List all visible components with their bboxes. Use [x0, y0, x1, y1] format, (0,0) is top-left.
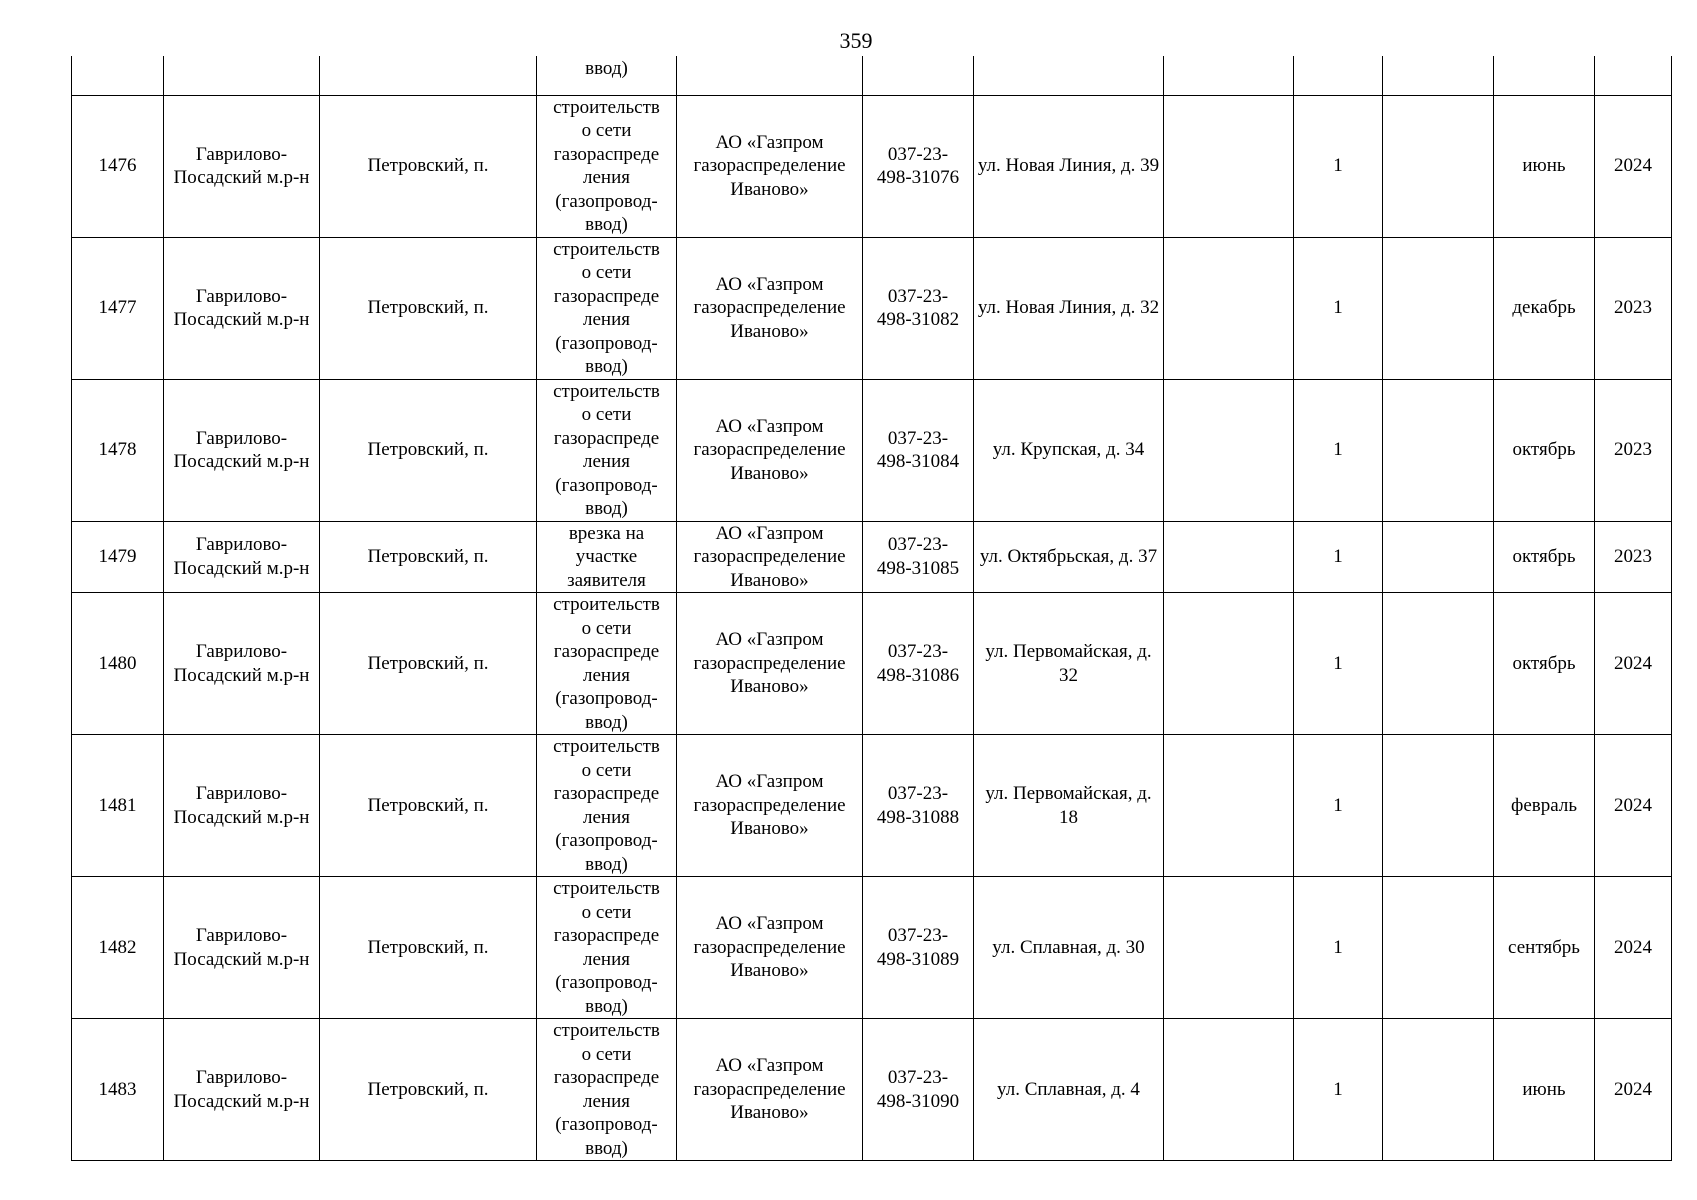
cell-work-type-text: строительств о сети газораспреде ления (газопровод- ввод): [553, 380, 660, 519]
cell-district: [164, 877, 320, 1019]
cell-address: [974, 379, 1164, 521]
cell-settlement-text: Петровский, п.: [367, 297, 489, 319]
cell-num: [72, 379, 164, 521]
cell-address-text: ул. Сплавная, д. 30: [992, 936, 1145, 958]
cell-org: [677, 56, 863, 95]
cell-empty-2: [1383, 593, 1494, 735]
cell-year: [1595, 521, 1672, 593]
cell-work-type: [537, 56, 677, 95]
cell-month: [1494, 237, 1595, 379]
cell-settlement-text: Петровский, п.: [367, 546, 489, 567]
cell-settlement: [320, 1019, 537, 1161]
cell-org-text: АО «Газпром газораспределение Иваново»: [693, 771, 846, 840]
cell-code-text: 037-23- 498-31082: [876, 285, 960, 330]
cell-org-text: АО «Газпром газораспределение Иваново»: [693, 273, 846, 342]
cell-year: [1595, 735, 1672, 877]
table-row: [72, 521, 1672, 593]
cell-year: [1595, 379, 1672, 521]
cell-num-text: 1482: [98, 936, 137, 958]
cell-org: [677, 95, 863, 237]
cell-settlement: [320, 56, 537, 95]
table-row: [72, 735, 1672, 877]
continuation-row: [72, 56, 1672, 95]
cell-month-text: октябрь: [1512, 546, 1576, 567]
cell-num: [72, 56, 164, 95]
cell-num-text: 1479: [98, 546, 137, 567]
cell-month-text: июнь: [1522, 1078, 1566, 1100]
cell-num: [72, 593, 164, 735]
cell-district: [164, 237, 320, 379]
cell-empty-2: [1383, 877, 1494, 1019]
cell-org: [677, 521, 863, 593]
cell-code: [863, 877, 974, 1019]
cell-code: [863, 379, 974, 521]
cell-empty-1: [1164, 379, 1294, 521]
cell-settlement-text: Петровский, п.: [367, 936, 489, 958]
cell-settlement-text: Петровский, п.: [367, 155, 489, 177]
cell-code-text: 037-23- 498-31085: [876, 534, 960, 579]
cell-address-text: ул. Сплавная, д. 4: [997, 1078, 1140, 1100]
cell-org: [677, 593, 863, 735]
cell-org: [677, 877, 863, 1019]
cell-code: [863, 95, 974, 237]
cell-num: [72, 1019, 164, 1161]
cell-year-text: 2023: [1614, 297, 1652, 319]
cell-address-text: ул. Крупская, д. 34: [992, 439, 1145, 461]
cell-qty-text: 1: [1333, 652, 1343, 674]
cell-settlement-text: Петровский, п.: [367, 652, 489, 674]
cell-month: [1494, 56, 1595, 95]
cell-code: [863, 521, 974, 593]
cell-code-text: 037-23- 498-31084: [876, 427, 960, 472]
cell-address-text: ул. Первомайская, д. 18: [985, 783, 1152, 828]
cell-year: [1595, 1019, 1672, 1161]
cell-code-text: 037-23- 498-31089: [876, 925, 960, 970]
cell-org-text: АО «Газпром газораспределение Иваново»: [693, 1055, 846, 1124]
cell-month: [1494, 735, 1595, 877]
cell-code-text: 037-23- 498-31076: [876, 143, 960, 188]
cell-month: [1494, 877, 1595, 1019]
cell-district: [164, 521, 320, 593]
cell-year-text: 2023: [1614, 439, 1652, 461]
cell-address-text: ул. Новая Линия, д. 32: [977, 297, 1160, 319]
cell-address: [974, 56, 1164, 95]
cell-empty-1: [1164, 593, 1294, 735]
cell-district-text: Гаврилово-Посадский м.р-н: [173, 143, 310, 188]
cell-year: [1595, 56, 1672, 95]
cell-qty-text: 1: [1333, 546, 1343, 567]
cell-empty-1: [1164, 56, 1294, 95]
cell-num: [72, 237, 164, 379]
cell-empty-2: [1383, 237, 1494, 379]
cell-work-type-text: строительств о сети газораспреде ления (газопровод- ввод): [553, 96, 660, 235]
cell-org: [677, 379, 863, 521]
cell-num-text: 1477: [98, 297, 137, 319]
cell-district: [164, 95, 320, 237]
page-number: 359: [839, 28, 873, 53]
cell-month: [1494, 521, 1595, 593]
cell-district-text: Гаврилово-Посадский м.р-н: [173, 427, 310, 472]
cell-code: [863, 237, 974, 379]
cell-num: [72, 877, 164, 1019]
cell-address: [974, 593, 1164, 735]
cell-work-type-text: строительств о сети газораспреде ления (газопровод- ввод): [553, 878, 660, 1017]
cell-qty-text: 1: [1333, 936, 1343, 958]
cell-address-text: ул. Октябрьская, д. 37: [979, 546, 1158, 567]
cell-year-text: 2024: [1614, 794, 1652, 816]
cell-empty-2: [1383, 735, 1494, 877]
cell-code-text: 037-23- 498-31088: [876, 783, 960, 828]
cell-year-text: 2023: [1614, 546, 1652, 567]
cell-address: [974, 237, 1164, 379]
cell-num-text: 1478: [98, 439, 137, 461]
cell-address-text: ул. Новая Линия, д. 39: [977, 155, 1160, 177]
cell-work-type-text: строительств о сети газораспреде ления (газопровод- ввод): [553, 736, 660, 875]
cell-district-text: Гаврилово-Посадский м.р-н: [173, 1067, 310, 1112]
cell-org-text: АО «Газпром газораспределение Иваново»: [693, 629, 846, 698]
cell-month-text: июнь: [1522, 155, 1566, 177]
cell-settlement-text: Петровский, п.: [367, 439, 489, 461]
cell-org: [677, 735, 863, 877]
cell-settlement: [320, 521, 537, 593]
cell-qty-text: 1: [1333, 1078, 1343, 1100]
cell-month: [1494, 379, 1595, 521]
cell-org-text: АО «Газпром газораспределение Иваново»: [693, 913, 846, 982]
table-row: [72, 593, 1672, 735]
cell-work-type: [537, 1019, 677, 1161]
cell-settlement: [320, 735, 537, 877]
cell-work-type-text: строительств о сети газораспреде ления (газопровод- ввод): [553, 238, 660, 377]
cell-month: [1494, 95, 1595, 237]
cell-work-type-text: строительств о сети газораспреде ления (газопровод- ввод): [553, 1020, 660, 1159]
cell-empty-1: [1164, 1019, 1294, 1161]
cell-empty-2: [1383, 379, 1494, 521]
cell-address: [974, 735, 1164, 877]
cell-address: [974, 1019, 1164, 1161]
cell-district-text: Гаврилово-Посадский м.р-н: [173, 534, 310, 579]
cell-qty: [1294, 521, 1383, 593]
cell-qty: [1294, 593, 1383, 735]
cell-district: [164, 735, 320, 877]
cell-num: [72, 735, 164, 877]
cell-code-text: 037-23- 498-31086: [876, 641, 960, 686]
cell-qty: [1294, 1019, 1383, 1161]
cell-empty-2: [1383, 56, 1494, 95]
cell-address: [974, 521, 1164, 593]
cell-empty-2: [1383, 95, 1494, 237]
cell-year: [1595, 593, 1672, 735]
cell-empty-1: [1164, 735, 1294, 877]
cell-qty-text: 1: [1333, 155, 1343, 177]
work-type-tail: ввод): [585, 57, 628, 79]
cell-month-text: октябрь: [1512, 652, 1576, 674]
table-row: [72, 95, 1672, 237]
cell-org: [677, 237, 863, 379]
cell-work-type: [537, 593, 677, 735]
cell-empty-1: [1164, 521, 1294, 593]
cell-settlement-text: Петровский, п.: [367, 1078, 489, 1100]
table-row: [72, 1019, 1672, 1161]
cell-settlement: [320, 95, 537, 237]
cell-year: [1595, 95, 1672, 237]
table-row: [72, 379, 1672, 521]
table-row: [72, 877, 1672, 1019]
cell-work-type: [537, 877, 677, 1019]
cell-num: [72, 521, 164, 593]
cell-settlement: [320, 237, 537, 379]
cell-month-text: февраль: [1511, 794, 1577, 816]
cell-org: [677, 1019, 863, 1161]
cell-settlement-text: Петровский, п.: [367, 794, 489, 816]
cell-num: [72, 95, 164, 237]
cell-code: [863, 593, 974, 735]
cell-work-type-text: строительств о сети газораспреде ления (газопровод- ввод): [553, 594, 660, 733]
cell-month-text: октябрь: [1512, 439, 1576, 461]
cell-empty-1: [1164, 237, 1294, 379]
cell-empty-1: [1164, 95, 1294, 237]
cell-qty: [1294, 56, 1383, 95]
cell-year: [1595, 877, 1672, 1019]
cell-district-text: Гаврилово-Посадский м.р-н: [173, 285, 310, 330]
cell-year-text: 2024: [1614, 652, 1652, 674]
cell-empty-2: [1383, 521, 1494, 593]
cell-district: [164, 379, 320, 521]
cell-address-text: ул. Первомайская, д. 32: [985, 641, 1152, 686]
cell-month: [1494, 593, 1595, 735]
cell-work-type-text: врезка на участке заявителя: [567, 522, 646, 591]
cell-code: [863, 735, 974, 877]
cell-work-type: [537, 237, 677, 379]
cell-work-type: [537, 521, 677, 593]
cell-month-text: сентябрь: [1508, 936, 1580, 958]
cell-work-type: [537, 379, 677, 521]
cell-num-text: 1480: [98, 652, 137, 674]
cell-code: [863, 1019, 974, 1161]
cell-qty: [1294, 735, 1383, 877]
cell-qty-text: 1: [1333, 439, 1343, 461]
cell-address: [974, 877, 1164, 1019]
cell-qty: [1294, 95, 1383, 237]
cell-district: [164, 1019, 320, 1161]
cell-org-text: АО «Газпром газораспределение Иваново»: [693, 522, 846, 591]
cell-qty: [1294, 877, 1383, 1019]
cell-qty: [1294, 237, 1383, 379]
cell-code-text: 037-23- 498-31090: [876, 1067, 960, 1112]
cell-code: [863, 56, 974, 95]
registry-table: [71, 56, 1672, 1161]
cell-num-text: 1476: [98, 155, 137, 177]
cell-district: [164, 56, 320, 95]
cell-org-text: АО «Газпром газораспределение Иваново»: [693, 131, 846, 200]
cell-num-text: 1481: [98, 794, 137, 816]
cell-month: [1494, 1019, 1595, 1161]
cell-qty-text: 1: [1333, 297, 1343, 319]
cell-district-text: Гаврилово-Посадский м.р-н: [173, 783, 310, 828]
cell-year-text: 2024: [1614, 936, 1652, 958]
cell-work-type: [537, 735, 677, 877]
cell-district-text: Гаврилово-Посадский м.р-н: [173, 641, 310, 686]
cell-year: [1595, 237, 1672, 379]
cell-year-text: 2024: [1614, 1078, 1652, 1100]
cell-month-text: декабрь: [1512, 297, 1576, 319]
cell-address: [974, 95, 1164, 237]
cell-num-text: 1483: [98, 1078, 137, 1100]
cell-settlement: [320, 593, 537, 735]
table-body: [72, 56, 1672, 1161]
cell-settlement: [320, 379, 537, 521]
cell-empty-1: [1164, 877, 1294, 1019]
table-row: [72, 237, 1672, 379]
cell-district-text: Гаврилово-Посадский м.р-н: [173, 925, 310, 970]
cell-settlement: [320, 877, 537, 1019]
cell-org-text: АО «Газпром газораспределение Иваново»: [693, 415, 846, 484]
cell-qty-text: 1: [1333, 794, 1343, 816]
cell-year-text: 2024: [1614, 155, 1652, 177]
cell-qty: [1294, 379, 1383, 521]
cell-work-type: [537, 95, 677, 237]
cell-district: [164, 593, 320, 735]
cell-empty-2: [1383, 1019, 1494, 1161]
